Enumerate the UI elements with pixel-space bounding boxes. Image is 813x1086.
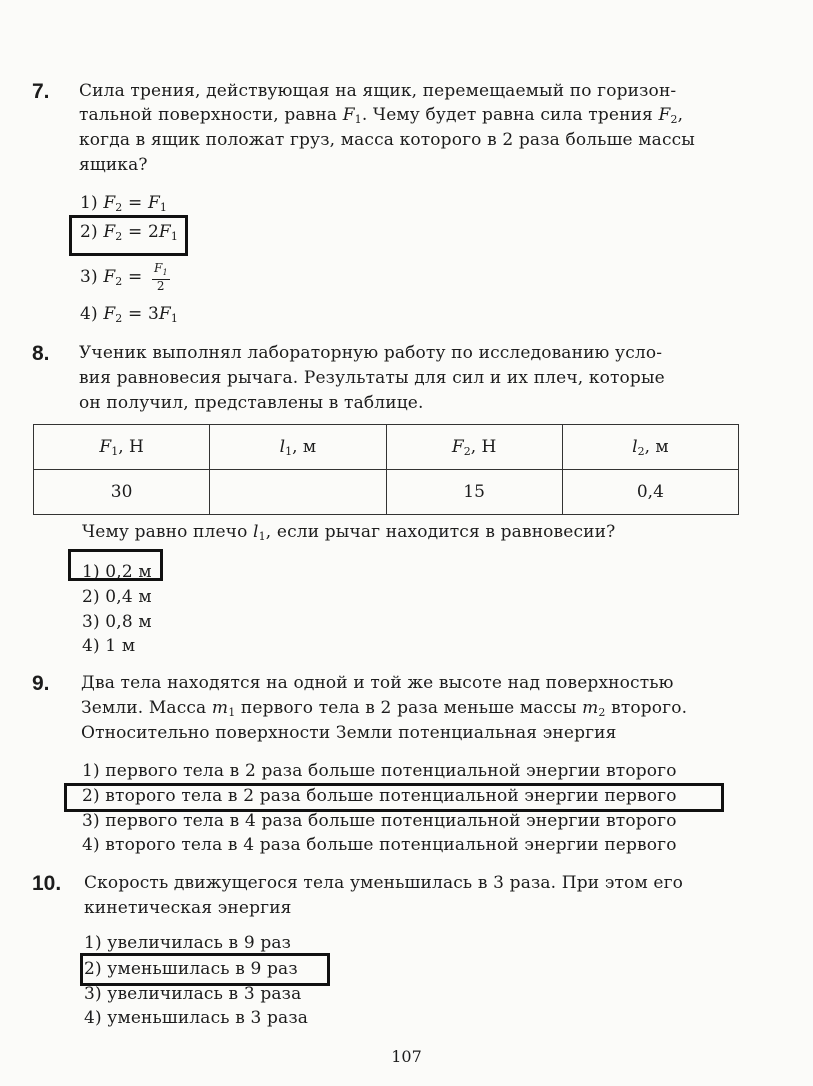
q7-coefficient: 3 bbox=[147, 304, 159, 324]
q9-text: Земли. Масса bbox=[81, 698, 207, 718]
q7-text-a: тальной поверхности, равна bbox=[79, 105, 338, 125]
q7-symbol: F bbox=[103, 304, 116, 324]
table-symbol: F bbox=[451, 436, 464, 457]
q8-option-1: 1) 0,2 м bbox=[82, 562, 152, 582]
q9-option-2: 2) второго тела в 2 раза больше потенциальной энергии первого bbox=[82, 786, 677, 806]
q7-subscript: 2 bbox=[115, 275, 123, 288]
q9-number: 9. bbox=[32, 672, 50, 695]
q7-subscript: 2 bbox=[115, 230, 123, 243]
q8-number: 8. bbox=[32, 342, 50, 365]
q7-text-line-3: когда в ящик положат груз, масса которого в 2 раза больше массы bbox=[79, 130, 695, 150]
q7-symbol: F bbox=[342, 105, 355, 125]
table-cell-f2: 15 bbox=[386, 470, 562, 515]
table-subscript: 1 bbox=[111, 444, 119, 458]
table-cell-f1: 30 bbox=[34, 470, 210, 515]
q7-subscript: 1 bbox=[170, 230, 179, 243]
q10-option-3: 3) увеличилась в 3 раза bbox=[84, 984, 302, 1004]
q8-subscript: 1 bbox=[258, 530, 266, 543]
q9-answer-box bbox=[64, 783, 724, 812]
q8-option-4: 4) 1 м bbox=[82, 636, 136, 656]
q7-subscript: 1 bbox=[170, 312, 179, 325]
q7-text-c: , bbox=[677, 105, 684, 125]
q9-text-line-1: Два тела находятся на одной и той же высоте над поверхностью bbox=[81, 673, 674, 693]
q7-symbol: F bbox=[158, 304, 171, 324]
q9-text: первого тела в 2 раза меньше массы bbox=[240, 698, 577, 718]
q9-option-4: 4) второго тела в 4 раза больше потенциальной энергии первого bbox=[82, 835, 677, 855]
q7-option-1 bbox=[80, 193, 167, 214]
q7-text-line-2 bbox=[79, 105, 683, 126]
q7-option-label: 1) bbox=[80, 193, 98, 213]
q7-equals: = bbox=[127, 267, 143, 287]
table-row bbox=[34, 470, 739, 515]
q7-equals: = bbox=[127, 193, 143, 213]
q7-text-b: . Чему будет равна сила трения bbox=[361, 105, 653, 125]
q8-symbol: l bbox=[253, 522, 259, 542]
q7-option-label: 4) bbox=[80, 304, 98, 324]
q9-subscript: 2 bbox=[598, 706, 606, 719]
q7-subscript: 1 bbox=[354, 113, 362, 126]
q8-answer-box bbox=[68, 549, 163, 581]
q9-text-line-3: Относительно поверхности Земли потенциальная энергия bbox=[81, 723, 617, 743]
q7-equals: = bbox=[127, 304, 143, 324]
table-symbol: l bbox=[632, 436, 638, 457]
q8-text-line-1: Ученик выполнял лабораторную работу по исследованию усло- bbox=[79, 343, 663, 363]
q10-text-line-2: кинетическая энергия bbox=[84, 898, 292, 918]
page-number: 107 bbox=[391, 1047, 422, 1066]
q9-text: второго. bbox=[611, 698, 688, 718]
q8-question-text: Чему равно плечо bbox=[82, 522, 248, 542]
table-unit: , Н bbox=[118, 436, 144, 457]
q8-text-line-2: вия равновесия рычага. Результаты для сил и их плеч, которые bbox=[79, 368, 665, 388]
table-unit: , м bbox=[644, 436, 669, 457]
table-header-f2 bbox=[386, 425, 562, 470]
q7-text-line-1: Сила трения, действующая на ящик, перемещаемый по горизон- bbox=[79, 81, 677, 101]
q7-symbol: F bbox=[147, 193, 160, 213]
q8-table bbox=[33, 424, 739, 515]
q7-symbol: F bbox=[658, 105, 671, 125]
table-subscript: 2 bbox=[463, 444, 471, 458]
table-cell-l1 bbox=[210, 470, 386, 515]
q10-option-1: 1) увеличилась в 9 раз bbox=[84, 933, 292, 953]
q7-option-4 bbox=[80, 304, 178, 325]
table-subscript: 1 bbox=[285, 444, 293, 458]
table-header-l2 bbox=[562, 425, 738, 470]
q7-symbol: F bbox=[158, 222, 171, 242]
q9-subscript: 1 bbox=[228, 706, 236, 719]
table-cell-l2: 0,4 bbox=[562, 470, 738, 515]
q7-option-label: 3) bbox=[80, 267, 98, 287]
table-symbol: F bbox=[99, 436, 112, 457]
q10-option-4: 4) уменьшилась в 3 раза bbox=[84, 1008, 309, 1028]
q9-option-3: 3) первого тела в 4 раза больше потенциальной энергии второго bbox=[82, 811, 677, 831]
q10-number: 10. bbox=[32, 872, 62, 895]
q10-answer-box bbox=[80, 953, 330, 986]
q7-fraction-denominator: 2 bbox=[156, 279, 165, 293]
table-header-row bbox=[34, 425, 739, 470]
q8-text-line-3: он получил, представлены в таблице. bbox=[79, 393, 424, 413]
q7-fraction bbox=[152, 262, 170, 293]
q7-symbol: F bbox=[153, 261, 163, 275]
q7-subscript: 2 bbox=[115, 312, 123, 325]
q8-question bbox=[82, 522, 615, 543]
q9-option-1: 1) первого тела в 2 раза больше потенциальной энергии второго bbox=[82, 761, 677, 781]
q8-question-text: , если рычаг находится в равновесии? bbox=[265, 522, 616, 542]
q8-option-2: 2) 0,4 м bbox=[82, 587, 152, 607]
table-subscript: 2 bbox=[637, 444, 645, 458]
table-header-l1 bbox=[210, 425, 386, 470]
q7-option-3 bbox=[80, 262, 170, 293]
q7-option-label: 2) bbox=[80, 222, 98, 242]
table-header-f1 bbox=[34, 425, 210, 470]
q7-subscript: 1 bbox=[162, 268, 168, 277]
q7-equals: = bbox=[127, 222, 143, 242]
q7-number: 7. bbox=[32, 80, 50, 103]
table-symbol: l bbox=[279, 436, 286, 457]
q9-symbol: m bbox=[211, 698, 229, 718]
q7-symbol: F bbox=[103, 267, 116, 287]
q8-option-3: 3) 0,8 м bbox=[82, 612, 152, 632]
q7-subscript: 1 bbox=[159, 201, 168, 214]
q7-answer-box bbox=[69, 215, 188, 256]
q9-text-line-2 bbox=[81, 698, 687, 719]
q7-subscript: 2 bbox=[670, 113, 678, 126]
q7-symbol: F bbox=[103, 193, 116, 213]
q7-text-line-4: ящика? bbox=[79, 155, 148, 175]
q9-symbol: m bbox=[582, 698, 599, 718]
q7-symbol: F bbox=[103, 222, 116, 242]
q7-subscript: 2 bbox=[115, 201, 123, 214]
q10-text-line-1: Скорость движущегося тела уменьшилась в 3 раза. При этом его bbox=[84, 873, 684, 893]
table-unit: , м bbox=[292, 436, 317, 457]
table-unit: , Н bbox=[470, 436, 497, 457]
q10-option-2: 2) уменьшилась в 9 раз bbox=[84, 959, 298, 979]
q7-coefficient: 2 bbox=[147, 222, 159, 242]
